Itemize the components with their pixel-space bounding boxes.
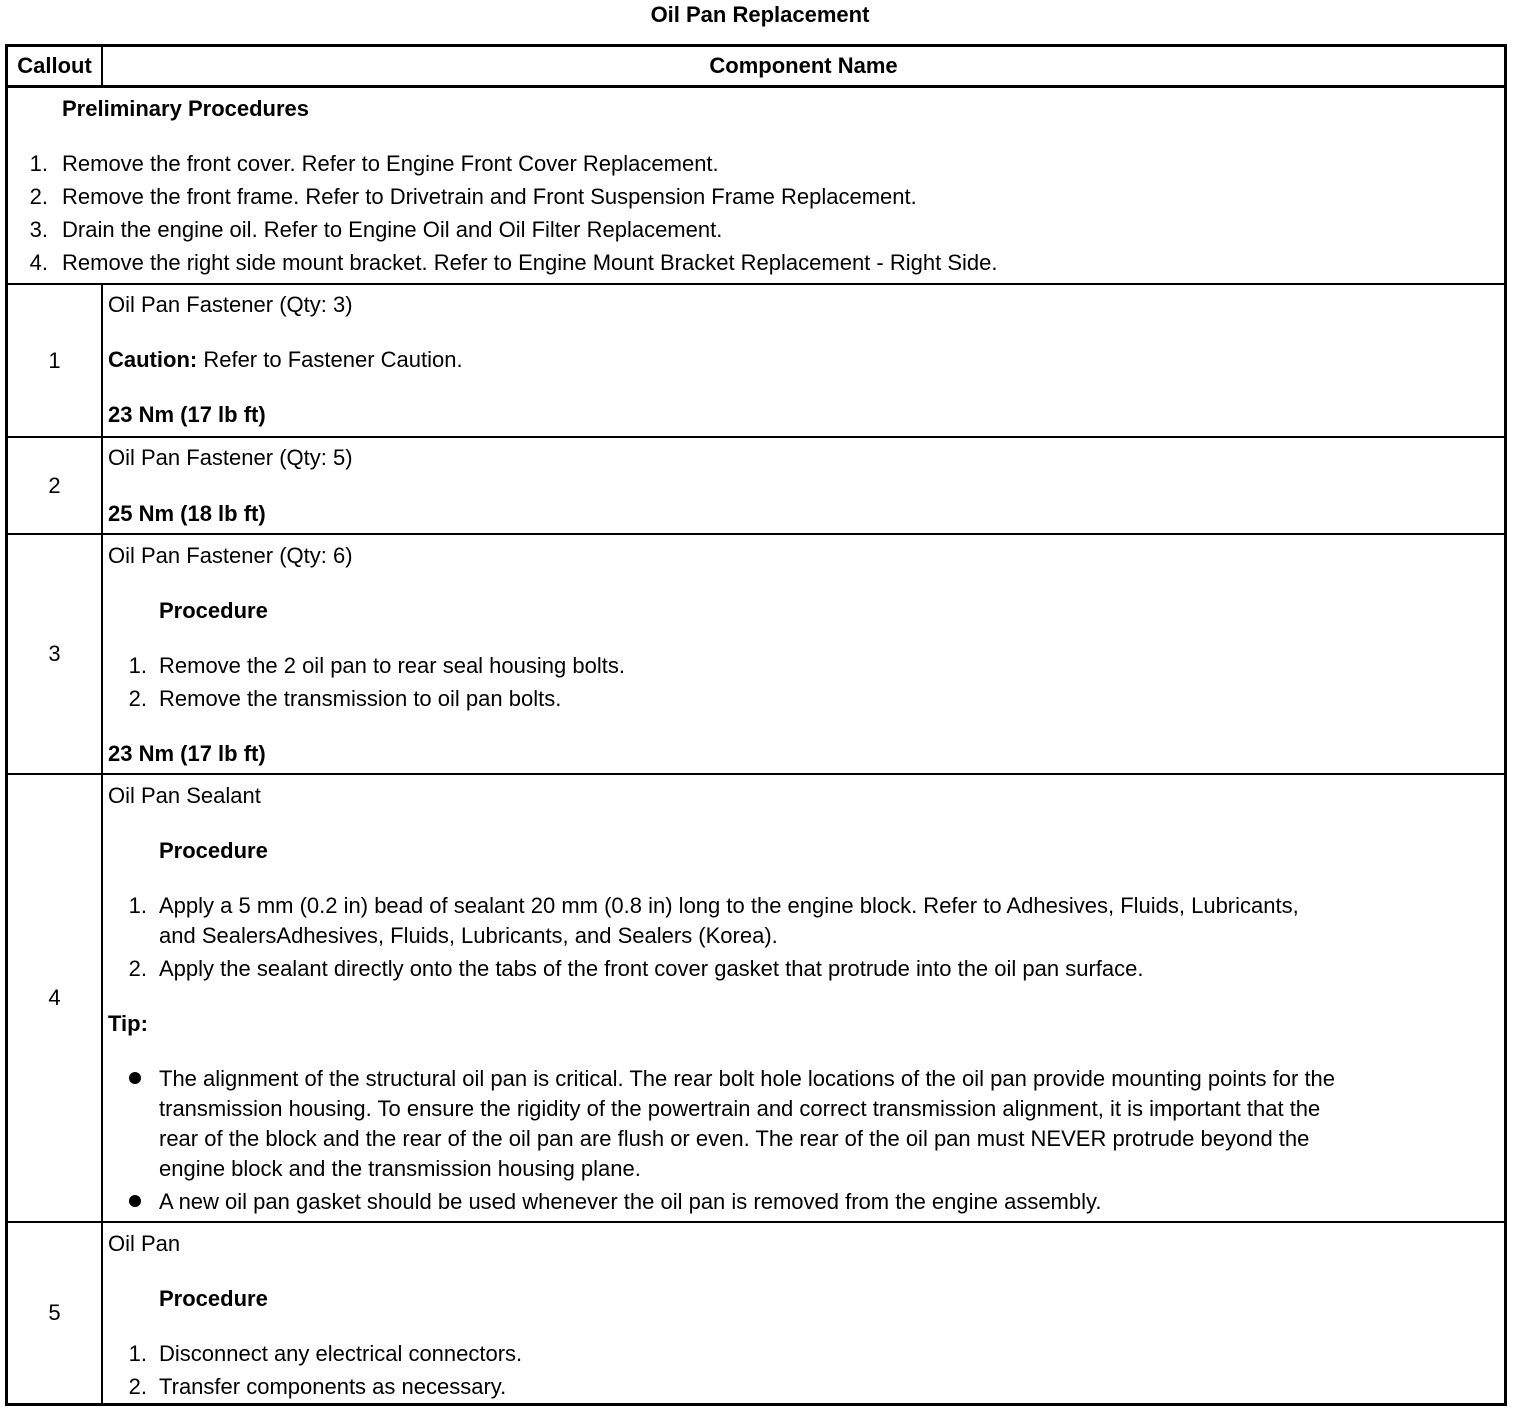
procedure-step-number: 2. <box>128 1374 147 1399</box>
tip-label: Tip: <box>108 1011 148 1036</box>
procedure-heading: Procedure <box>159 1286 268 1311</box>
procedure-step-text: Disconnect any electrical connectors. <box>159 1341 523 1366</box>
component-cell <box>103 285 1504 436</box>
preliminary-step-text: Remove the front frame. Refer to Drivetrain and Front Suspension Frame Replacement. <box>62 184 917 209</box>
procedure-step-text: Transfer components as necessary. <box>159 1374 507 1399</box>
procedure-step-text: Remove the 2 oil pan to rear seal housing bolts. <box>159 653 625 678</box>
table-row <box>8 535 1504 775</box>
torque-spec: 25 Nm (18 lb ft) <box>108 501 266 526</box>
callout-number: 4 <box>8 775 103 1221</box>
procedure-step-text: Apply a 5 mm (0.2 in) bead of sealant 20 mm (0.8 in) long to the engine block. Refer to Adhesives, Fluids, Lubricants, <box>159 893 1299 918</box>
tip-text: The alignment of the structural oil pan is critical. The rear bolt hole locations of the oil pan provide mounting points for the <box>159 1066 1336 1091</box>
preliminary-step-number: 1. <box>29 151 48 176</box>
preliminary-step-number: 4. <box>29 250 48 275</box>
procedure-step-text: and SealersAdhesives, Fluids, Lubricants, and Sealers (Korea). <box>159 923 778 948</box>
component-name: Oil Pan Fastener (Qty: 6) <box>108 543 353 568</box>
caution-text: Refer to Fastener Caution. <box>203 347 463 372</box>
component-table <box>5 44 1507 1406</box>
page-title: Oil Pan Replacement <box>650 2 870 27</box>
table-row <box>8 775 1504 1223</box>
table-row <box>8 285 1504 438</box>
procedure-step-number: 2. <box>128 956 147 981</box>
bullet-icon <box>129 1072 141 1084</box>
callout-number: 5 <box>8 1223 103 1403</box>
tip-text: A new oil pan gasket should be used whenever the oil pan is removed from the engine assembly. <box>159 1189 1102 1214</box>
preliminary-step-text: Remove the right side mount bracket. Refer to Engine Mount Bracket Replacement - Right Side. <box>62 250 998 275</box>
component-name-column-header: Component Name <box>709 53 898 78</box>
preliminary-step-text: Remove the front cover. Refer to Engine Front Cover Replacement. <box>62 151 719 176</box>
callout-column-header: Callout <box>8 47 103 85</box>
component-name: Oil Pan Fastener (Qty: 5) <box>108 445 353 470</box>
component-name: Oil Pan <box>108 1231 181 1256</box>
tip-text: engine block and the transmission housing plane. <box>159 1156 641 1181</box>
callout-number: 1 <box>8 285 103 436</box>
callout-number: 3 <box>8 535 103 773</box>
preliminary-step-text: Drain the engine oil. Refer to Engine Oil and Oil Filter Replacement. <box>62 217 723 242</box>
procedure-step-number: 1. <box>128 893 147 918</box>
procedure-heading: Procedure <box>159 598 268 623</box>
component-cell <box>103 1223 1504 1403</box>
torque-spec: 23 Nm (17 lb ft) <box>108 402 266 427</box>
table-header-row <box>8 47 1504 88</box>
component-name: Oil Pan Sealant <box>108 783 261 808</box>
procedure-step-number: 1. <box>128 1341 147 1366</box>
caution-line <box>108 345 463 375</box>
callout-number: 2 <box>8 438 103 533</box>
preliminary-procedures-heading: Preliminary Procedures <box>62 96 310 121</box>
procedure-heading: Procedure <box>159 838 268 863</box>
bullet-icon <box>129 1195 141 1207</box>
preliminary-step-number: 3. <box>29 217 48 242</box>
procedure-step-number: 1. <box>128 653 147 678</box>
component-cell <box>103 535 1504 773</box>
component-cell <box>103 438 1504 533</box>
torque-spec: 23 Nm (17 lb ft) <box>108 741 266 766</box>
tip-text: transmission housing. To ensure the rigidity of the powertrain and correct transmission alignment, it is important that the <box>159 1096 1321 1121</box>
tip-text: rear of the block and the rear of the oil pan are flush or even. The rear of the oil pan must NEVER protrude beyond the <box>159 1126 1310 1151</box>
component-name: Oil Pan Fastener (Qty: 3) <box>108 292 353 317</box>
procedure-step-text: Apply the sealant directly onto the tabs of the front cover gasket that protrude into the oil pan surface. <box>159 956 1144 981</box>
procedure-step-number: 2. <box>128 686 147 711</box>
caution-label: Caution: <box>108 347 198 372</box>
preliminary-step-number: 2. <box>29 184 48 209</box>
table-row <box>8 438 1504 535</box>
procedure-step-text: Remove the transmission to oil pan bolts. <box>159 686 562 711</box>
table-row <box>8 1223 1504 1403</box>
component-cell <box>103 775 1504 1221</box>
preliminary-procedures-section <box>8 88 1504 285</box>
